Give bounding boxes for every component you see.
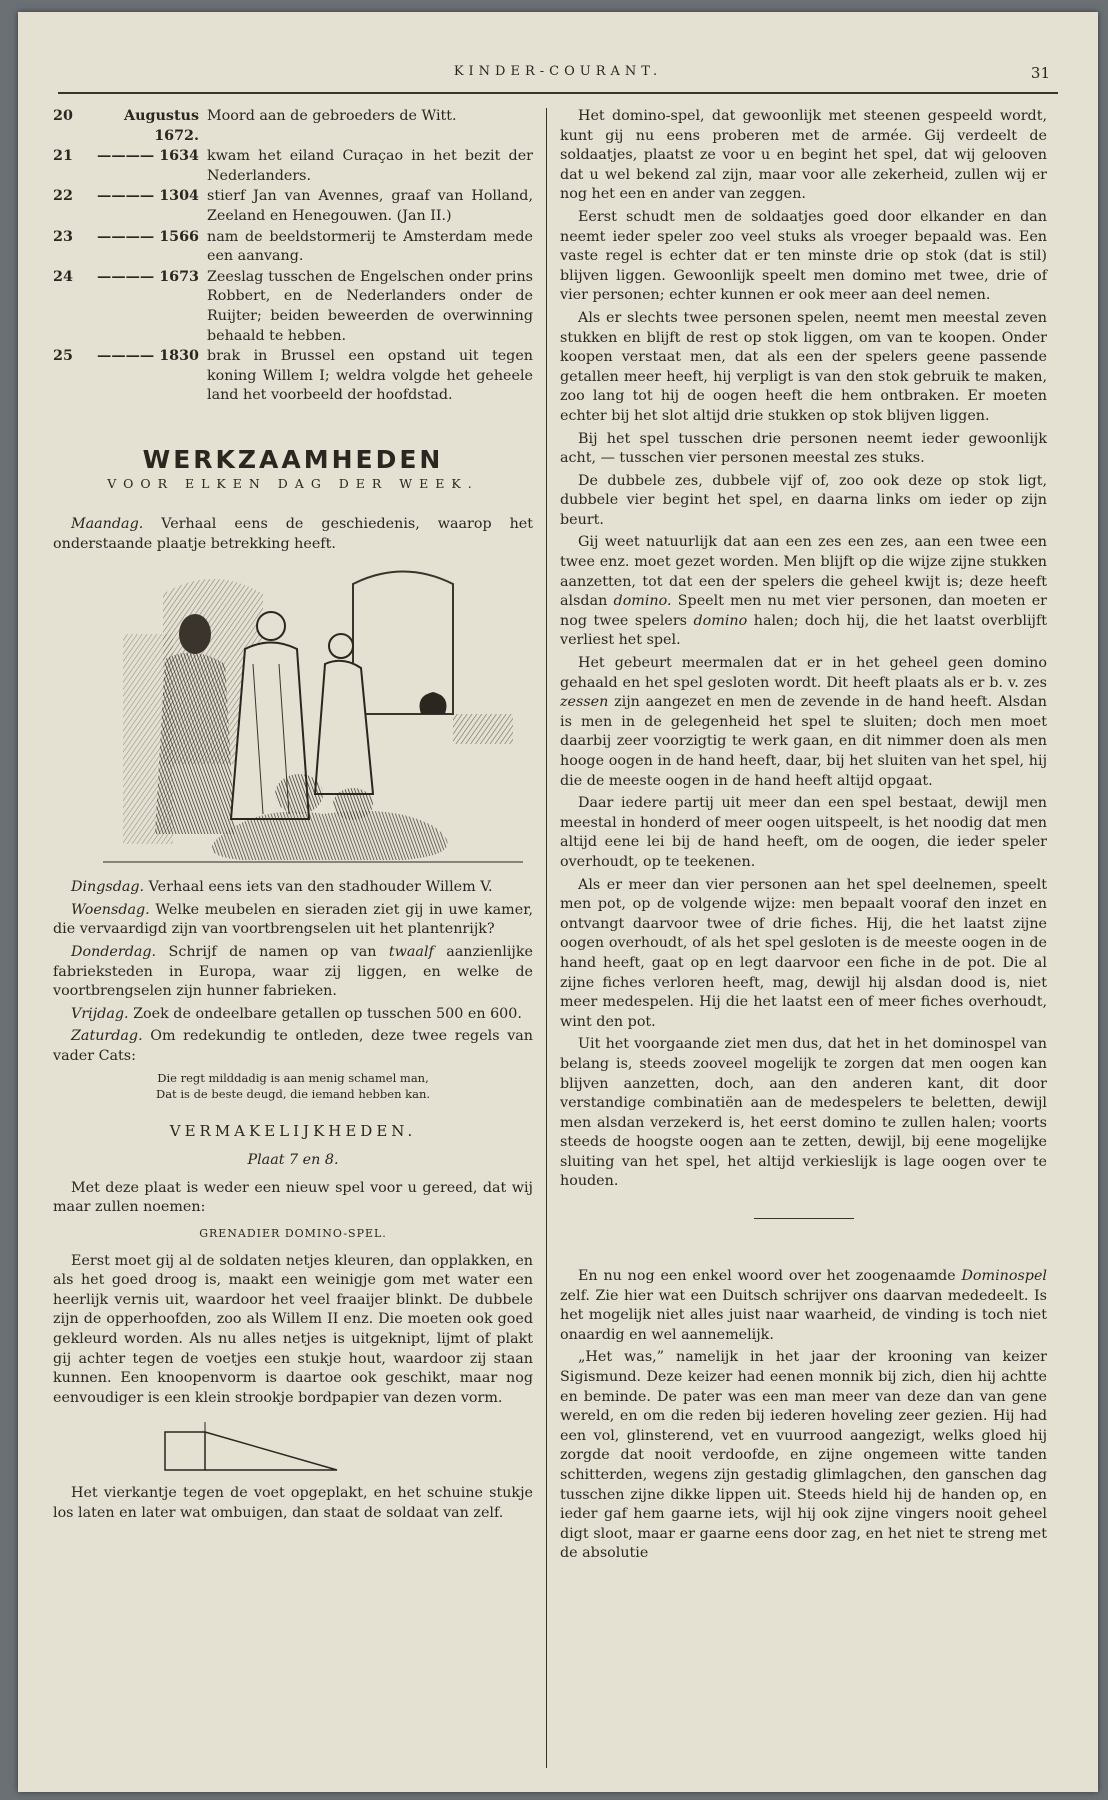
- game-title: GRENADIER DOMINO-SPEL.: [199, 1227, 387, 1240]
- article-paragraph: Bij het spel tusschen drie personen neemt ieder gewoonlijk acht, — tusschen vier personen meestal zes stuks.: [560, 430, 1047, 467]
- chron-day: 22: [53, 188, 73, 205]
- header-rule: [58, 92, 1058, 94]
- day-label: Maandag.: [71, 516, 144, 533]
- werkzaamheden-subheading: VOOR ELKEN DAG DER WEEK.: [107, 475, 479, 491]
- chron-day: 21: [53, 148, 73, 165]
- day-text: Verhaal eens de geschiedenis, waarop het onderstaande plaatje betrekking heeft.: [53, 516, 534, 552]
- chron-text: Moord aan de gebroeders de Witt.: [207, 108, 457, 124]
- article-paragraph: De dubbele zes, dubbele vijf of, zoo ook deze op stok ligt, dubbele vier begint het spel, en daarna links om ieder op zijn beurt.: [560, 472, 1047, 528]
- chron-day: 25: [53, 348, 73, 365]
- article-paragraph: [560, 654, 1047, 791]
- text-run: Het gebeurt meermalen dat er in het geheel geen domino gehaald en het spel gesloten wordt. Dit heeft plaats als er b. v. zes: [560, 655, 1047, 691]
- day-label: Woensdag.: [71, 901, 150, 918]
- running-title: KINDER-COURANT.: [453, 64, 663, 79]
- day-text: Welke meubelen en sieraden ziet gij in uwe kamer, die vervaardigd zijn van voortbrengselen uit het plantenrijk?: [53, 901, 533, 938]
- chron-year: ———— 1304: [97, 188, 199, 205]
- zaturdag-paragraph: [53, 1027, 533, 1066]
- column-divider: [546, 108, 547, 1768]
- text-run: Speelt men nu met vier personen, dan moeten er nog twee spelers: [560, 593, 1048, 629]
- chron-entry: [53, 268, 533, 346]
- chron-text: stierf Jan van Avennes, graaf van Holland, Zeeland en Henegouwen. (Jan II.): [207, 188, 533, 224]
- chron-text: brak in Brussel een opstand uit tegen koning Willem I; weldra volgde het geheele land het voorbeeld der hoofdstad.: [207, 348, 533, 404]
- newspaper-page: [18, 12, 1098, 1792]
- chron-year: Augustus 1672.: [124, 108, 199, 144]
- day-text: aanzienlijke fabrieksteden in Europa, waar zij liggen, en welke de voortbrengselen zijn hunner fabrieken.: [53, 944, 533, 1000]
- chron-text: kwam het eiland Curaçao in het bezit der Nederlanders.: [207, 148, 533, 184]
- chronology: [53, 107, 533, 406]
- text-run: zijn aangezet en men de zevende in de hand heeft. Alsdan is men in de gelegenheid het spel te sluiten; doch men moet daarbij zeer voorzigtig te werk gaan, en dit nimmer doen als men hooge oogen in de hand heeft, daar, bij het sluiten van het spel, hij die de meeste oogen in de hand heeft altijd opgaat.: [560, 694, 1047, 789]
- cats-quote-line: Die regt milddadig is aan menig schamel man,: [157, 1070, 429, 1085]
- vermakelijkheden-heading: VERMAKELIJKHEDEN.: [169, 1121, 417, 1140]
- article-paragraph: „Het was,” namelijk in het jaar der krooning van keizer Sigismund. Deze keizer had eenen monnik bij zich, dien hij achtte en beminde. De pater was een man meer van deze dan van gene wereld, en om die reden bij iederen hoveling zeer gezien. Hij had een vol, glinsterend, vet en vuurrood aangezigt, welks gloed hij zorgde dat nooit verdoofde, en zijne ongemeen witte tanden schitterden, wegens zijn gestadig glimlagchen, den ganschen dag tusschen zijne dikke lippen uit. Steeds hield hij de handen op, en ieder gaf hem gaarne iets, wijl hij ook zijne vingers nooit geheel digt sloot, maar er gaarne eens door zag, en het niet te streng met de absolutie: [560, 1349, 1047, 1562]
- stand-diagram: [163, 1420, 339, 1472]
- werkzaamheden-heading: WERKZAAMHEDEN: [142, 444, 444, 474]
- emphasis: zessen: [560, 694, 609, 711]
- chron-year: ———— 1673: [97, 268, 199, 285]
- vrijdag-paragraph: [53, 1005, 533, 1025]
- section-separator: [754, 1218, 854, 1219]
- day-text: Verhaal eens iets van den stadhouder Willem V.: [148, 879, 493, 896]
- day-text: Om redekundig te ontleden, deze twee regels van vader Cats:: [53, 1028, 533, 1065]
- chron-text: Zeeslag tusschen de Engelschen onder prins Robbert, en de Nederlanders onder de Ruijter; beiden beweerden de overwinning behaald te hebben.: [207, 268, 533, 344]
- chron-text: nam de beeldstormerij te Amsterdam mede een aanvang.: [207, 228, 533, 265]
- woensdag-paragraph: [53, 901, 533, 940]
- emphasis: domino: [693, 612, 748, 629]
- day-label: Donderdag.: [71, 944, 157, 961]
- page-number: 31: [1030, 64, 1050, 82]
- donderdag-paragraph: [53, 943, 533, 1002]
- article-paragraph: Het domino-spel, dat gewoonlijk met steenen gespeeld wordt, kunt gij nu eens proberen met de armée. Gij verdeelt de soldaatjes, plaatst ze voor u en begint het spel, dat wij gelooven dat u wel bekend zal zijn, maar voor alle zekerheid, zullen wij er nog het een en ander van zeggen.: [560, 108, 1047, 203]
- instructions-paragraph: Eerst moet gij al de soldaten netjes kleuren, dan opplakken, en als het goed droog is, maakt een weinigje gom met water een heerlijk vernis uit, waardoor het veel fraaijer blinkt. De dubbele zijn de opperhoofden, zoo als Willem II enz. Die moeten ook goed gekleurd worden. Als nu alles netjes is uitgeknipt, lijmt of plakt gij achter tegen de voetjes een stukje hout, waardoor zij staan kunnen. Een knoopenvorm is daartoe ook geschikt, maar nog eenvoudiger is een klein strookje bordpapier van dezen vorm.: [53, 1252, 533, 1406]
- day-text: Zoek de ondeelbare getallen op tusschen 500 en 600.: [133, 1005, 522, 1022]
- article-paragraph: Eerst schudt men de soldaatjes goed door elkander en dan neemt ieder speler zoo veel stuks als vroeger bepaald was. Een vaste regel is echter dat er ten minste drie op stok (dat is stil) blijven liggen. Gewoonlijk speelt men domino met twee, drie of vier personen; echter kunnen er ook meer aan deel nemen.: [560, 208, 1047, 304]
- chron-year: ———— 1566: [97, 228, 199, 245]
- article-paragraph: Als er meer dan vier personen aan het spel deelnemen, speelt men pot, op de volgende wijze: men bepaalt vooraf den inzet en ontvangt daarvoor twee of drie fiches. Hij, die het laatst zijne oogen overhoudt, of als het spel gesloten is de meeste oogen in de hand heeft, gaat op en legt daarvoor een fiche in de pot. Die al zijne fiches verloren heeft, mag, dewijl hij alsdan dood is, niet meer medespelen. Hij die het laatst een of meer fiches overhoudt, wint den pot.: [560, 876, 1047, 1030]
- chron-entry: [53, 228, 533, 267]
- chron-day: 24: [53, 268, 73, 285]
- emphasis: domino.: [613, 593, 672, 610]
- article-paragraph: Daar iedere partij uit meer dan een spel bestaat, dewijl men meestal in honderd of meer oogen uitspeelt, is het noodig dat men altijd eene lei bij de hand heeft, om de oogen, die ieder speler overhoudt, op te teekenen.: [560, 795, 1047, 870]
- chron-entry: [53, 347, 533, 406]
- cats-quote-line: Dat is de beste deugd, die iemand hebben kan.: [155, 1086, 431, 1101]
- text-run: halen; doch hij, die het laatst overblijft verliest het spel.: [560, 612, 1047, 649]
- article-paragraph: Als er slechts twee personen spelen, neemt men meestal zeven stukken en blijft de rest op stok liggen, om van te koopen. Onder koopen verstaat men, dat als een der spelers geene passende getallen meer heeft, hij verpligt is van den stok gebruik te maken, zoo lang tot hij de oogen heeft die hem ontbraken. Er moeten echter bij het slot altijd drie stukken op stok blijven liggen.: [560, 309, 1047, 424]
- day-label: Dingsdag.: [71, 879, 145, 896]
- chron-day: 20: [53, 108, 73, 124]
- text-run: En nu nog een enkel woord over het zoogenaamde: [578, 1268, 956, 1285]
- day-label: Vrijdag.: [71, 1005, 129, 1022]
- article-paragraph: [560, 533, 1047, 651]
- chron-year: ———— 1634: [97, 148, 199, 165]
- page-header: [58, 64, 1058, 90]
- right-column: [560, 107, 1047, 1567]
- left-column: [53, 107, 533, 1527]
- article-paragraph: [560, 1267, 1047, 1345]
- day-text: Schrijf de namen op van: [168, 944, 377, 961]
- plate-reference: Plaat 7 en 8.: [247, 1152, 339, 1169]
- chron-entry: [53, 187, 533, 226]
- chron-day: 23: [53, 228, 73, 245]
- chron-year: ———— 1830: [97, 348, 199, 365]
- instructions-paragraph: Het vierkantje tegen de voet opgeplakt, en het schuine stukje los laten en later wat ombuigen, dan staat de soldaat van zelf.: [53, 1485, 533, 1521]
- emphasis: twaalf: [388, 944, 434, 961]
- emphasis: Dominospel: [961, 1268, 1047, 1285]
- chron-entry: [53, 147, 533, 186]
- day-label: Zaturdag.: [71, 1028, 143, 1045]
- dingsdag-paragraph: [53, 878, 533, 898]
- text-run: Gij weet natuurlijk dat aan een zes een zes, aan een twee een twee enz. moet gezet worden. Men blijft op die wijze zijne stukken aanzetten, tot dat een der spelers die geheel kwijt is; deze heeft alsdan: [560, 534, 1047, 610]
- chron-entry: [53, 107, 533, 146]
- maandag-paragraph: [53, 515, 533, 554]
- text-run: zelf. Zie hier wat een Duitsch schrijver ons daarvan mededeelt. Is het mogelijk niet alles juist naar waarheid, de vinding is toch niet onaardig en wel aannemelijk.: [560, 1287, 1047, 1343]
- article-paragraph: Uit het voorgaande ziet men dus, dat het in het dominospel van belang is, steeds zooveel mogelijk te zorgen dat men oogen kan blijven aanzetten, doch, aan den anderen kant, dit door verstandige combinatiën aan de medespelers te beletten, dewijl men alsdan verzekerd is, het eerst domino te zullen halen; voorts steeds de hoogste oogen aan te zetten, dewijl, bij eene mogelijke sluiting van het spel, het altijd verkieslijk is lage oogen over te houden.: [560, 1036, 1047, 1190]
- engraving-illustration: [103, 564, 523, 864]
- intro-paragraph: Met deze plaat is weder een nieuw spel voor u gereed, dat wij maar zullen noemen:: [53, 1179, 533, 1216]
